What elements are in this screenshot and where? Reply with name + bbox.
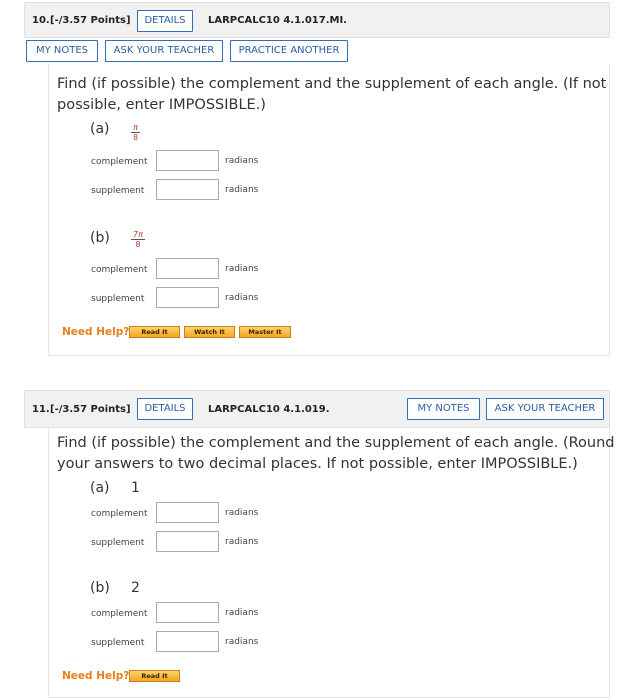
q11-part-b-angle: 2 bbox=[131, 580, 140, 596]
q10-part-b-angle-fraction bbox=[130, 230, 146, 249]
q11-part-a-supplement-input[interactable] bbox=[156, 531, 219, 552]
q10-part-a-supplement-unit: radians bbox=[225, 185, 259, 195]
q10-problem-code: LARPCALC10 4.1.017.MI. bbox=[208, 15, 347, 26]
q11-points: [-/3.57 Points] bbox=[50, 404, 131, 415]
q11-prompt-line1: Find (if possible) the complement and the supplement of each angle. (Round bbox=[57, 435, 615, 451]
q10-details-button[interactable]: DETAILS bbox=[137, 10, 193, 32]
q11-part-a-supplement-unit: radians bbox=[225, 537, 259, 547]
q11-part-b-complement-unit: radians bbox=[225, 608, 259, 618]
q10-part-a-complement-input[interactable] bbox=[156, 150, 219, 171]
q10-ask-teacher-button[interactable]: ASK YOUR TEACHER bbox=[105, 40, 223, 62]
q10-part-b-label: (b) bbox=[90, 230, 110, 246]
q10-part-b-supplement-unit: radians bbox=[225, 293, 259, 303]
q10-practice-another-button[interactable]: PRACTICE ANOTHER bbox=[230, 40, 348, 62]
q11-part-a-label: (a) bbox=[90, 480, 110, 496]
q10-part-b-complement-label: complement bbox=[91, 265, 148, 275]
q10-part-a-complement-unit: radians bbox=[225, 156, 259, 166]
q11-part-a-complement-label: complement bbox=[91, 509, 148, 519]
q11-number: 11. bbox=[32, 404, 50, 415]
q10-part-b-supplement-input[interactable] bbox=[156, 287, 219, 308]
q11-part-a-angle: 1 bbox=[131, 480, 140, 496]
q10-part-a-complement-label: complement bbox=[91, 157, 148, 167]
q10-watch-it-button[interactable]: Watch It bbox=[184, 326, 235, 338]
q11-part-b-complement-input[interactable] bbox=[156, 602, 219, 623]
q11-ask-teacher-button[interactable]: ASK YOUR TEACHER bbox=[486, 398, 604, 420]
q11-part-a-complement-unit: radians bbox=[225, 508, 259, 518]
q10-number: 10. bbox=[32, 15, 50, 26]
q11-part-b-supplement-input[interactable] bbox=[156, 631, 219, 652]
q10-need-help-label: Need Help? bbox=[62, 326, 130, 338]
q11-part-b-supplement-unit: radians bbox=[225, 637, 259, 647]
q10-part-a-angle-numerator: π bbox=[133, 123, 138, 132]
q10-my-notes-button[interactable]: MY NOTES bbox=[26, 40, 98, 62]
q11-part-b-complement-label: complement bbox=[91, 609, 148, 619]
q11-details-button[interactable]: DETAILS bbox=[137, 398, 193, 420]
q11-my-notes-button[interactable]: MY NOTES bbox=[407, 398, 480, 420]
q11-read-it-button[interactable]: Read It bbox=[129, 670, 180, 682]
q10-part-b-complement-unit: radians bbox=[225, 264, 259, 274]
q10-prompt-line1: Find (if possible) the complement and the supplement of each angle. (If not bbox=[57, 76, 607, 92]
q11-problem-code: LARPCALC10 4.1.019. bbox=[208, 404, 330, 415]
q11-part-a-supplement-label: supplement bbox=[91, 538, 145, 548]
q10-prompt-line2: possible, enter IMPOSSIBLE.) bbox=[57, 97, 266, 113]
q10-part-b-supplement-label: supplement bbox=[91, 294, 145, 304]
q10-master-it-button[interactable]: Master It bbox=[239, 326, 291, 338]
q11-part-b-label: (b) bbox=[90, 580, 110, 596]
q10-points: [-/3.57 Points] bbox=[50, 15, 131, 26]
q10-part-a-angle-denominator: 8 bbox=[132, 133, 139, 142]
q11-need-help-label: Need Help? bbox=[62, 670, 130, 682]
q11-part-b-supplement-label: supplement bbox=[91, 638, 145, 648]
q10-part-a-supplement-input[interactable] bbox=[156, 179, 219, 200]
q10-part-b-complement-input[interactable] bbox=[156, 258, 219, 279]
q11-part-a-complement-input[interactable] bbox=[156, 502, 219, 523]
q10-part-a-label: (a) bbox=[90, 121, 110, 137]
q10-part-b-angle-numerator: 7π bbox=[133, 230, 143, 239]
q10-part-a-supplement-label: supplement bbox=[91, 186, 145, 196]
q10-part-b-angle-denominator: 8 bbox=[135, 240, 141, 249]
q10-read-it-button[interactable]: Read It bbox=[129, 326, 180, 338]
q10-part-a-angle-fraction bbox=[130, 123, 141, 142]
q11-prompt-line2: your answers to two decimal places. If not possible, enter IMPOSSIBLE.) bbox=[57, 456, 578, 472]
